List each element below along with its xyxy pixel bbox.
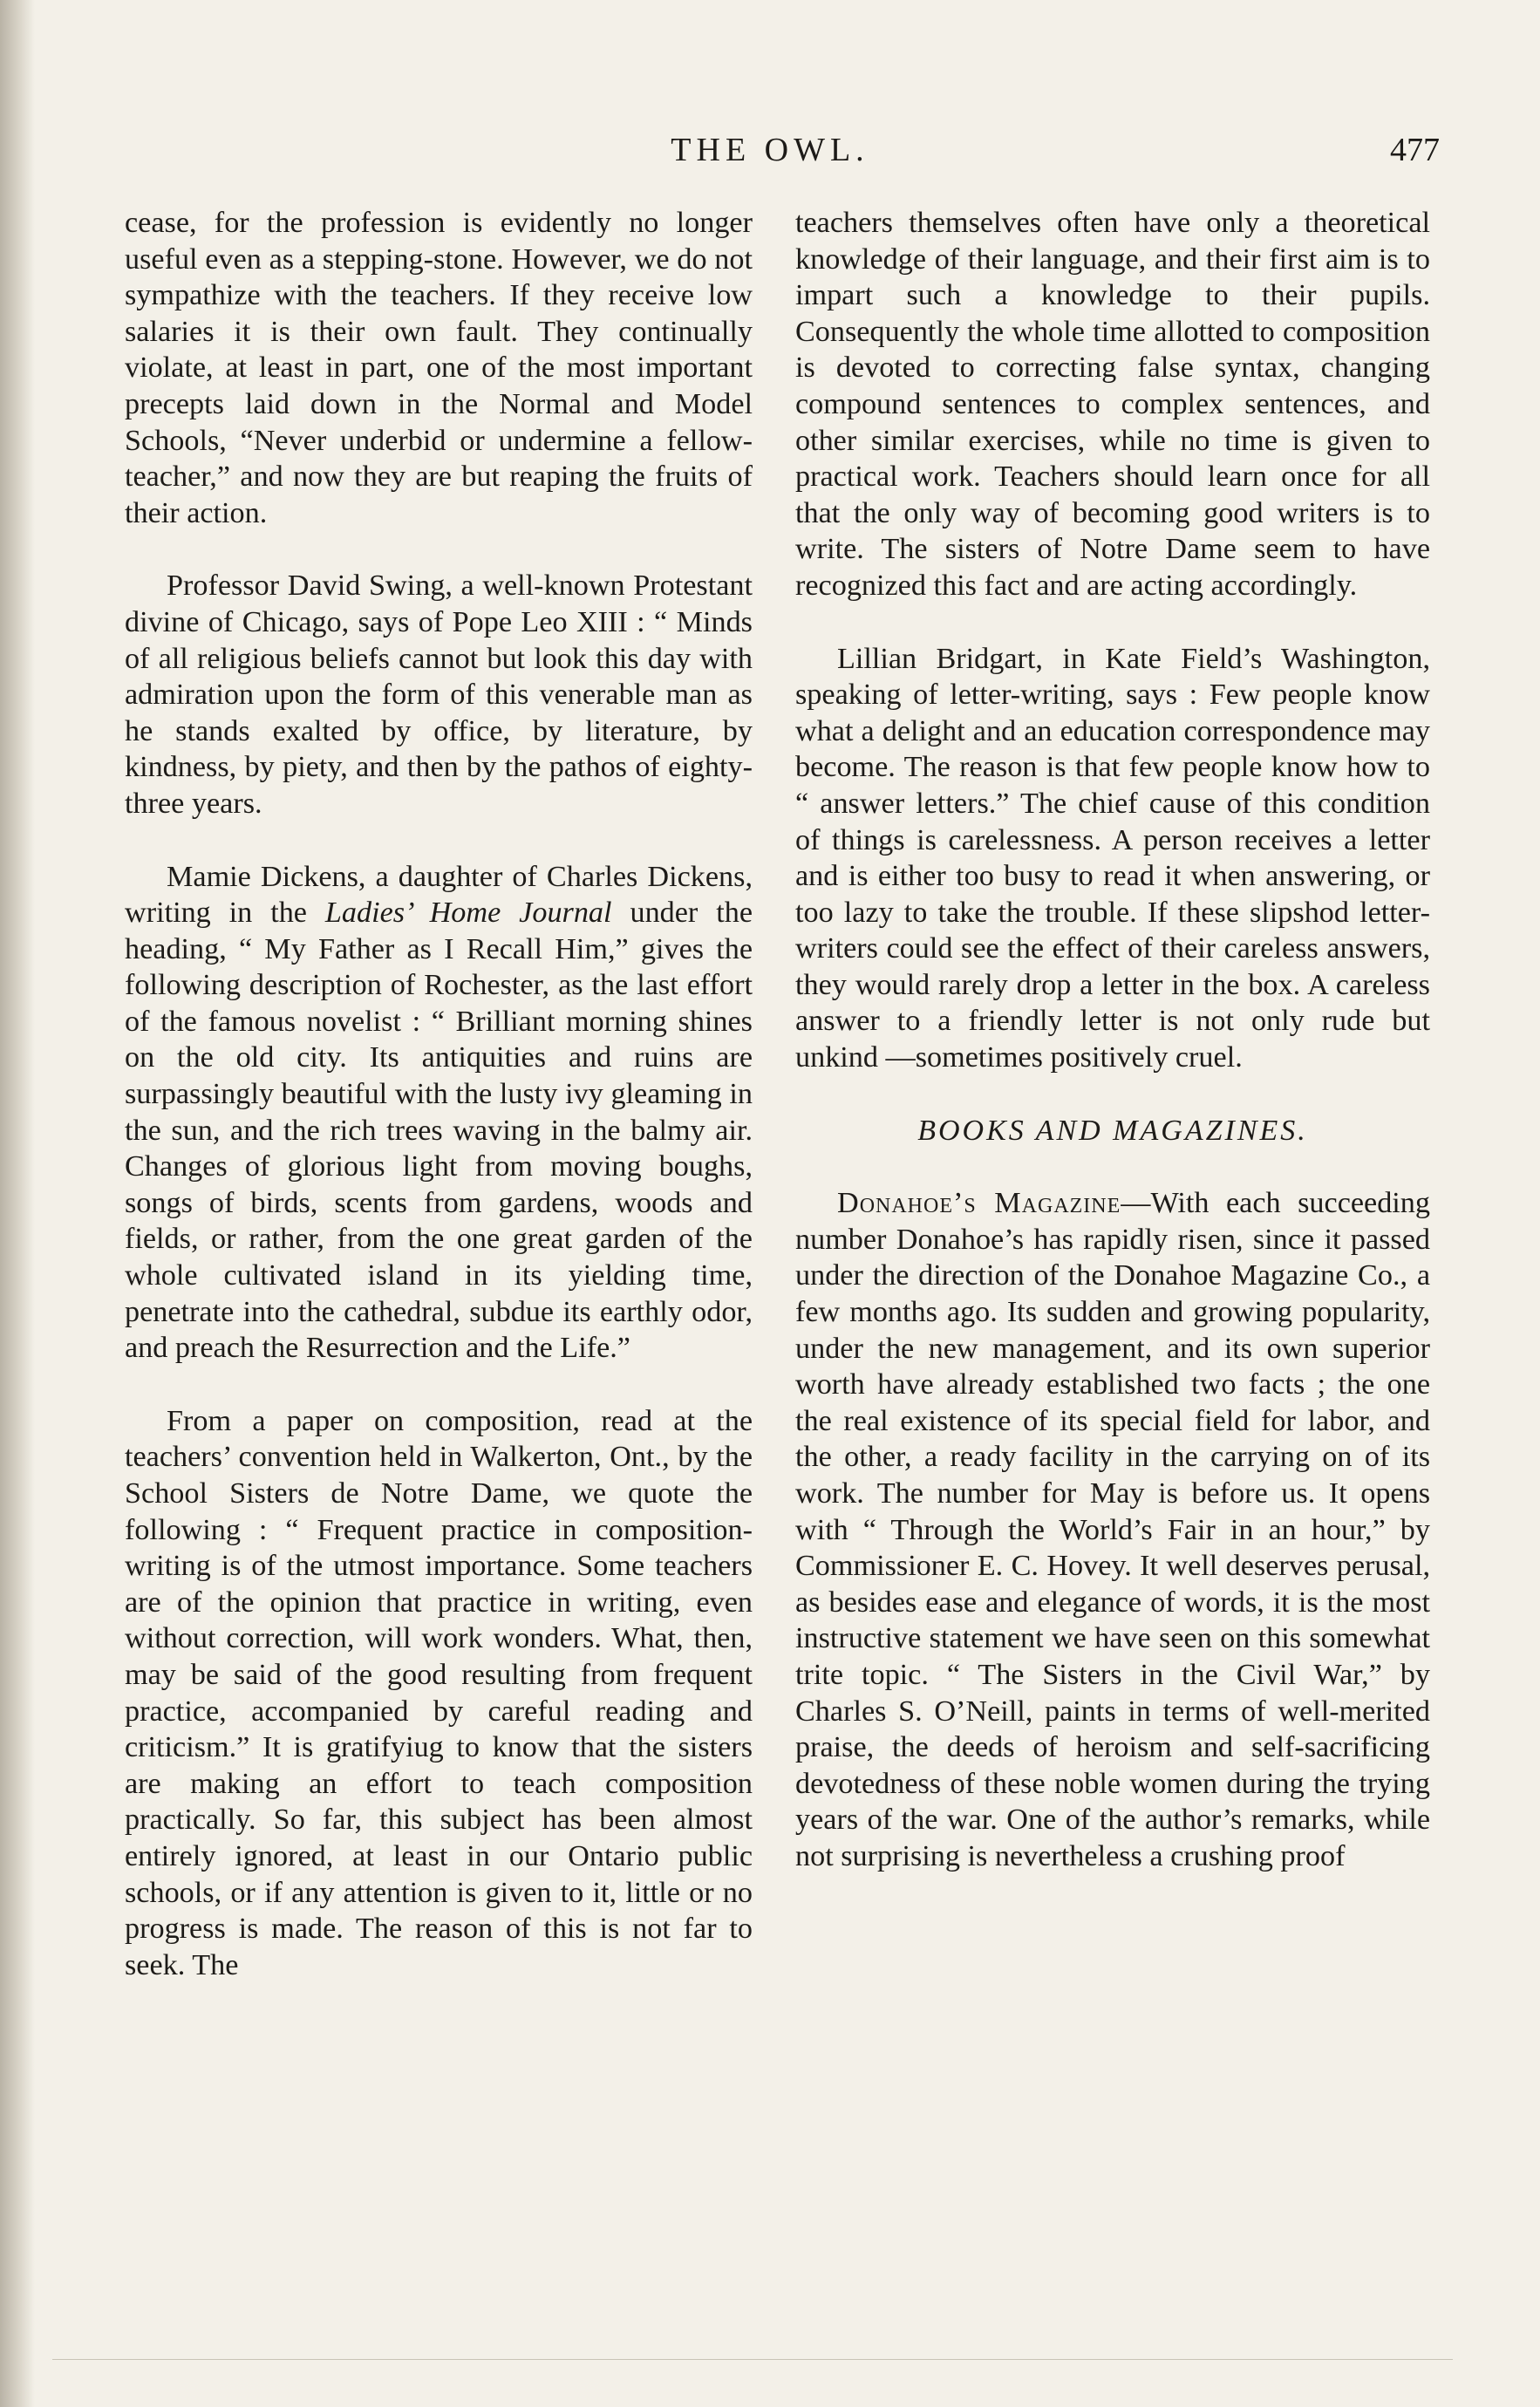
running-title: THE OWL. [671, 132, 869, 168]
paragraph-letter-writing: Lillian Bridgart, in Kate Field’s Washington, speaking of letter-writing, says : Few people know what a delight and an education correspondence may become. The reason is that few people know how to “ answer letters.” The chief cause of this condition of things is carelessness. A person receives a letter and is either too busy to read it when answering, or too lazy to take the trouble. If these slipshod letter-writers could see the effect of their careless answers, they would rarely drop a letter in the box. A careless answer to a friendly letter is not only rude but unkind —sometimes positively cruel. [795, 642, 1430, 1074]
donahoes-review-text: —With each succeeding number Donahoe’s has rapidly risen, since it passed under the direction of the Donahoe Magazine Co., a few months ago. Its sudden and growing popularity, under the new management, and its own superior worth have already established two facts ; the one the real existence of its special field for labor, and the other, a ready facility in the carrying on of its work. The number for May is before us. It opens with “ Through the World’s Fair in an hour,” by Commissioner E. C. Hovey. It well deserves perusal, as besides ease and elegance of words, it is the most instructive statement we have seen on this somewhat trite topic. “ The Sisters in the Civil War,” by Charles S. O’Neill, paints in terms of well-merited praise, the deeds of heroism and self-sacrificing devotedness of these noble women during the trying years of the war. One of the author’s remarks, while not surprising is nevertheless a crushing proof [795, 1187, 1430, 1872]
magazine-name: Donahoe’s Magazine [837, 1187, 1121, 1220]
right-column [795, 205, 1430, 1875]
mamie-dickens-text-start: Mamie Dickens, a daughter of Charles Dickens, writing in the [125, 860, 753, 930]
journal-title: Ladies’ Home Journal [324, 897, 612, 930]
paragraph-composition: From a paper on composition, read at the teachers’ convention held in Walkerton, Ont., by the School Sisters de Notre Dame, we quote the following : “ Frequent practice in composition-writing is of the utmost importance. Some teachers are of the opinion that practice in writing, even without correction, will work wonders. What, then, may be said of the good resulting from frequent practice, accompanied by careful reading and criticism.” It is gratifyiug to know that the sisters are making an effort to teach composition practically. So far, this subject has been almost entirely ignored, at least in our Ontario public schools, or if any attention is given to it, little or no progress is made. The reason of this is not far to seek. The [125, 1404, 753, 1981]
binding-edge [0, 0, 35, 2407]
bottom-page-edge [52, 2359, 1453, 2360]
paragraph-mamie-dickens [125, 859, 753, 1367]
left-column [125, 205, 753, 1983]
paragraph-david-swing: Professor David Swing, a well-known Protestant divine of Chicago, says of Pope Leo XIII : “ Minds of all religious beliefs cannot but look this day with admiration upon the form of this venerable man as he stands exalted by office, by literature, by kindness, by piety, and then by the pathos of eighty-three years. [125, 569, 753, 820]
mamie-dickens-text-rest: under the heading, “ My Father as I Recall Him,” gives the following description of Rochester, as the last effort of the famous novelist : “ Brilliant morning shines on the old city. Its antiquities and ruins are surpassingly beautiful with the lusty ivy gleaming in the sun, and the rich trees waving in the balmy air. Changes of glorious light from moving boughs, songs of birds, scents from gardens, woods and fields, or rather, from the one great garden of the whole cultivated island in its yielding time, penetrate into the cathedral, subdue its earthly odor, and preach the Resurrection and the Life.” [125, 897, 753, 1365]
page-number: 477 [1390, 132, 1440, 168]
paragraph-teachers-continued: cease, for the profession is evidently no longer useful even as a stepping-stone. However, we do not sympathize with the teachers. If they receive low salaries it is their own fault. They continually violate, at least in part, one of the most important precepts laid down in the Normal and Model Schools, “Never underbid or undermine a fellow-teacher,” and now they are but reaping the fruits of their action. [125, 207, 753, 529]
paragraph-donahoes-magazine [795, 1185, 1430, 1874]
paragraph-composition-continued: teachers themselves often have only a theoretical knowledge of their language, and their first aim is to impart such a knowledge to their pupils. Consequently the whole time allotted to composition is devoted to correcting false syntax, changing compound sentences to complex sentences, and other similar exercises, while no time is given to practical work. Teachers should learn once for all that the only way of becoming good writers is to write. The sisters of Notre Dame seem to have recognized this fact and are acting accordingly. [795, 207, 1430, 602]
section-heading-books-magazines: BOOKS AND MAGAZINES. [917, 1114, 1308, 1147]
running-header [0, 131, 1540, 174]
